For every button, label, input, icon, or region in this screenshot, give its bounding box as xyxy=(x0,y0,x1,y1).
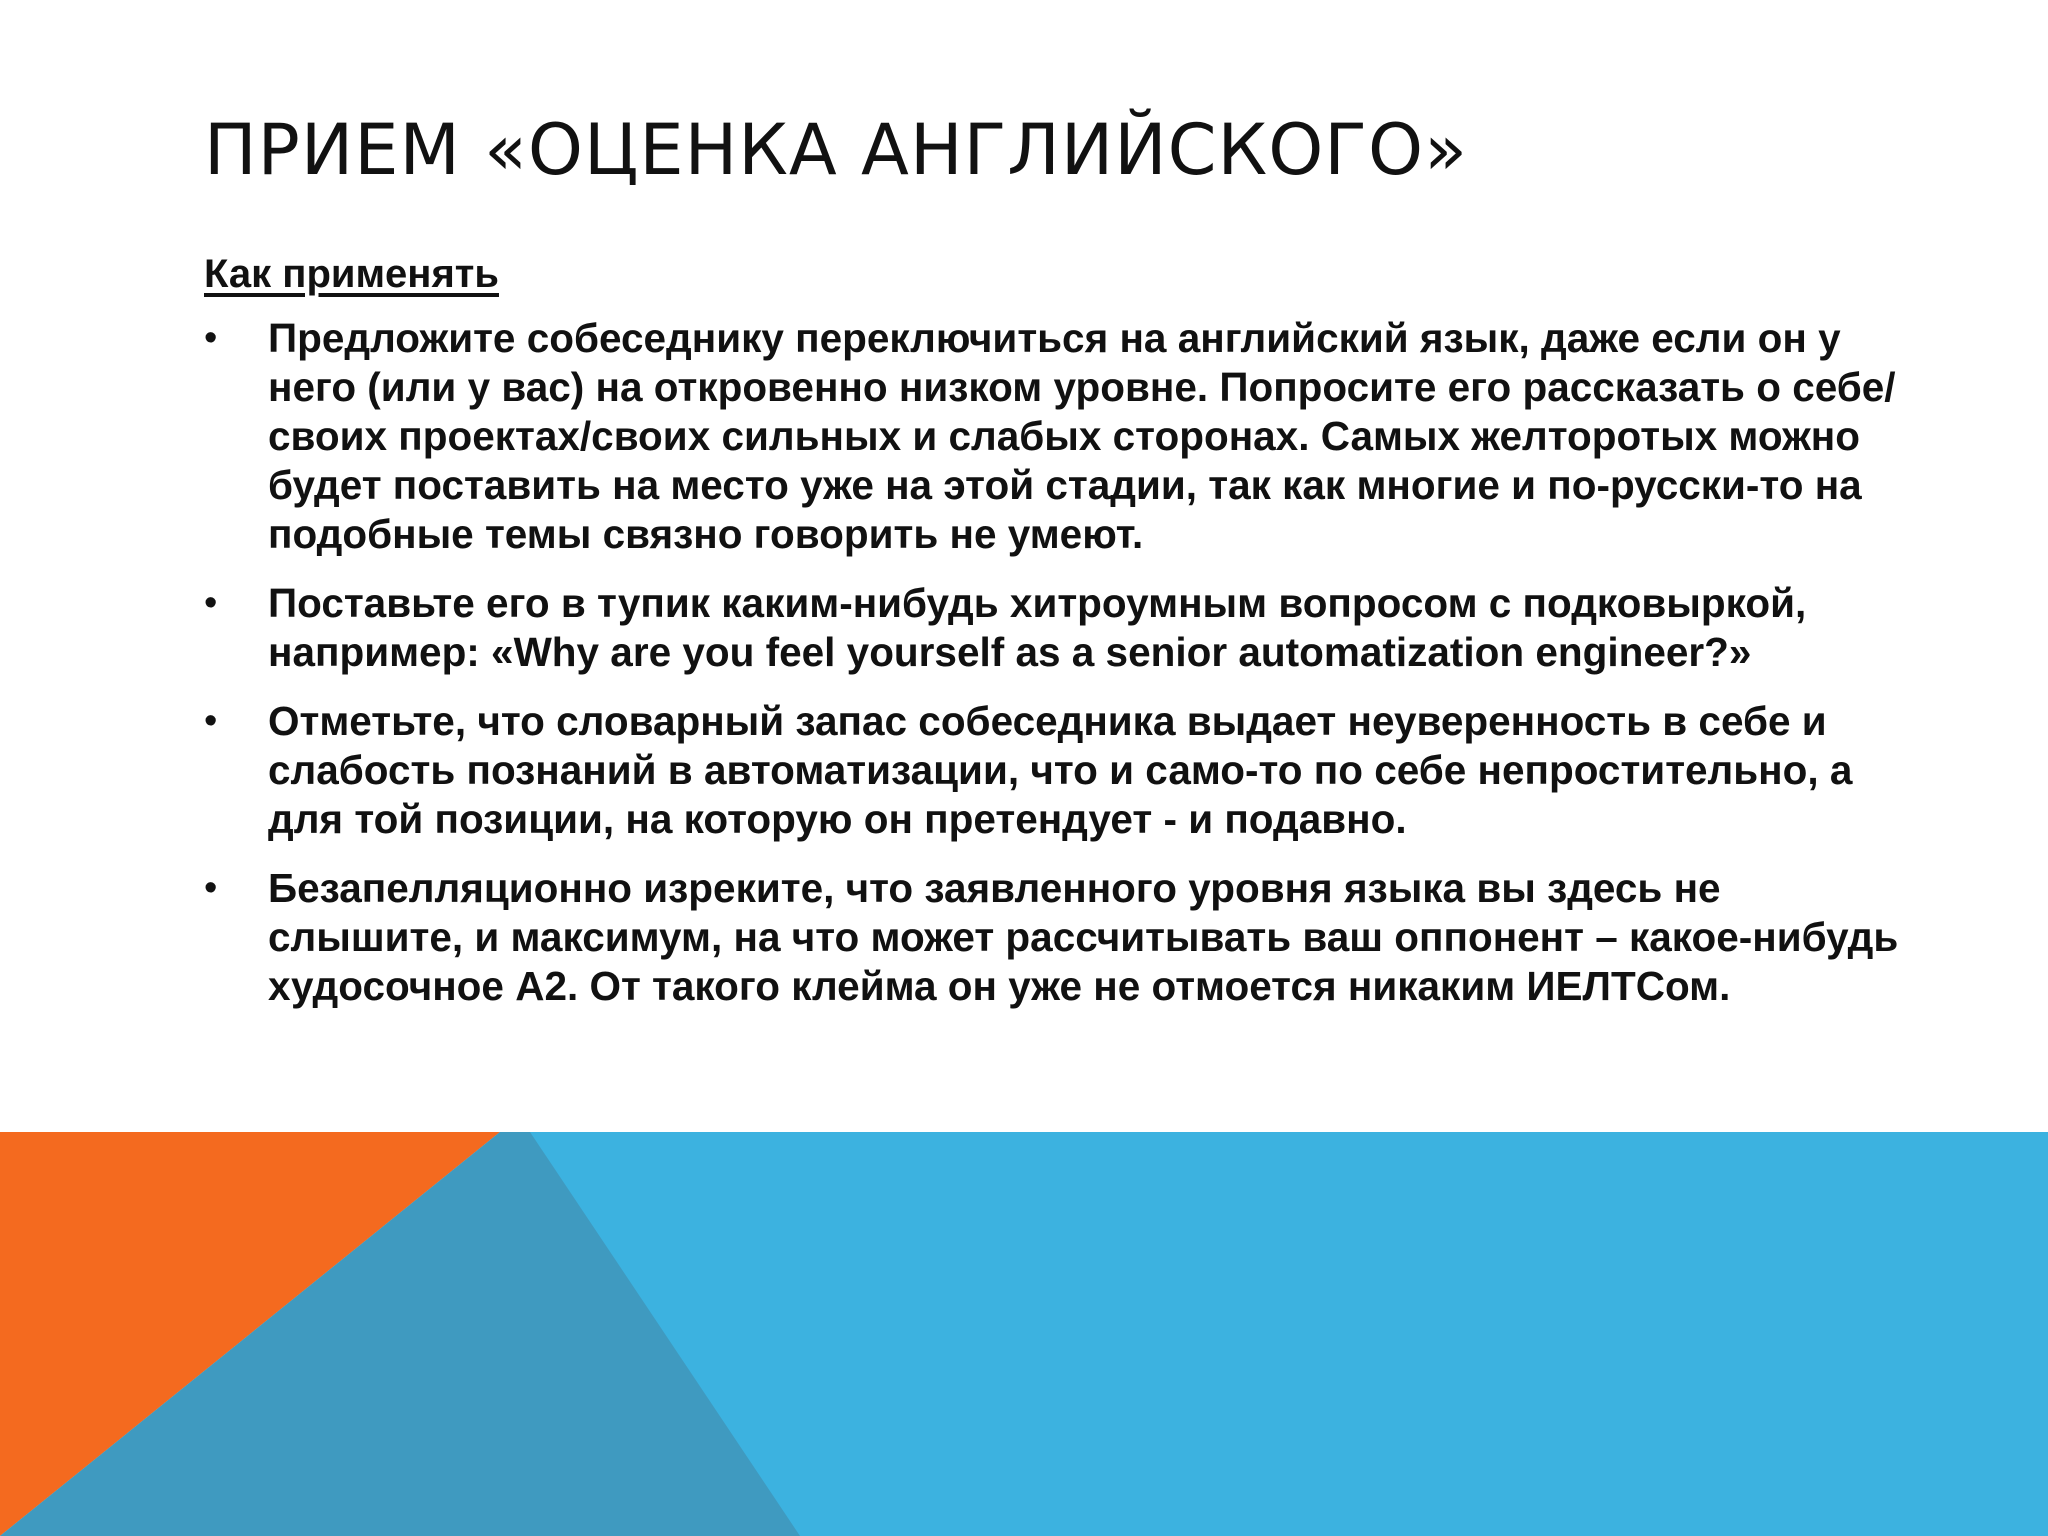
bullet-list xyxy=(204,314,1904,1011)
subheading-how-to-apply: Как применять xyxy=(204,252,499,296)
slide-title: ПРИЕМ «ОЦЕНКА АНГЛИЙСКОГО» xyxy=(204,109,1468,191)
bullet-icon: • xyxy=(204,317,218,359)
bullet-item xyxy=(204,697,1904,844)
bullet-icon: • xyxy=(204,582,218,624)
bullet-text: Предложите собеседнику переключиться на английский язык, даже если он у него (или у вас) на откровенно низком уровне. Попросите его рассказать о себе/своих проектах/своих сильных и слабых сторонах. Самых желторотых можно будет поставить на место уже на этой стадии, так как многие и по-русски-то на подобные темы связно говорить не умеют. xyxy=(268,315,1896,557)
bullet-text: Безапелляционно изреките, что заявленного уровня языка вы здесь не слышите, и максимум, на что может рассчитывать ваш оппонент – какое-нибудь худосочное А2. От такого клейма он уже не отмоется никаким ИЕЛТСом. xyxy=(268,865,1899,1009)
bullet-text: Поставьте его в тупик каким-нибудь хитроумным вопросом с подковыркой, например: «Why are you feel yourself as a senior automatization engineer?» xyxy=(268,580,1807,675)
bullet-text: Отметьте, что словарный запас собеседника выдает неуверенность в себе и слабость познаний в автоматизации, что и само-то по себе непростительно, а для той позиции, на которую он претендует - и подавно. xyxy=(268,698,1853,842)
bullet-icon: • xyxy=(204,867,218,909)
bullet-item xyxy=(204,314,1904,559)
bullet-item xyxy=(204,864,1904,1011)
bullet-item xyxy=(204,579,1904,677)
slide-content xyxy=(204,248,1904,1031)
bullet-icon: • xyxy=(204,700,218,742)
